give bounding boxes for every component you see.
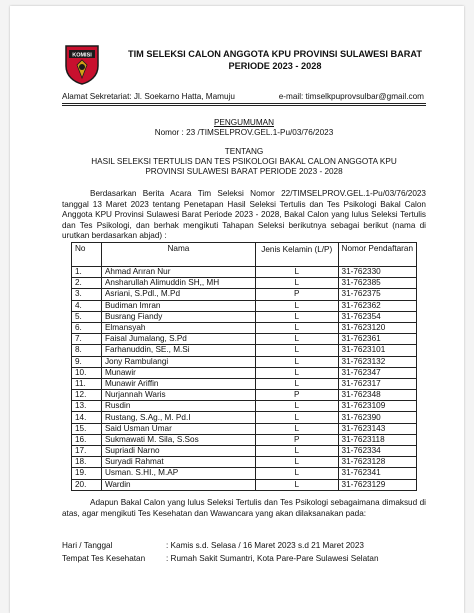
- table-row: [72, 267, 417, 278]
- cell-registration: 31-762347: [338, 367, 416, 378]
- table-row: [72, 345, 417, 356]
- cell-name: Sukmawati M. Sila, S.Sos: [101, 434, 255, 445]
- cell-gender: L: [255, 378, 338, 389]
- cell-name: Usman. S.HI., M.AP: [101, 468, 255, 479]
- cell-no: 3.: [72, 289, 102, 300]
- cell-registration: 31-762341: [338, 468, 416, 479]
- cell-name: Suryadi Rahmat: [101, 457, 255, 468]
- cell-name: Rusdin: [101, 401, 255, 412]
- title-line-1: TIM SELEKSI CALON ANGGOTA KPU PROVINSI SULAWESI BARAT: [127, 49, 422, 59]
- cell-no: 2.: [72, 278, 102, 289]
- cell-gender: L: [255, 401, 338, 412]
- cell-registration: 31-7623132: [338, 356, 416, 367]
- col-header-name: Nama: [101, 243, 255, 267]
- kpu-logo: [60, 42, 104, 86]
- table-row: [72, 446, 417, 457]
- subject-line-1: HASIL SELEKSI TERTULIS DAN TES PSIKOLOGI BAKAL CALON ANGGOTA KPU: [91, 157, 397, 166]
- cell-gender: L: [255, 356, 338, 367]
- cell-registration: 31-762354: [338, 311, 416, 322]
- address-line: [62, 92, 424, 101]
- table-row: [72, 401, 417, 412]
- cell-registration: 31-762330: [338, 267, 416, 278]
- table-row: [72, 311, 417, 322]
- table-row: [72, 457, 417, 468]
- cell-no: 15.: [72, 423, 102, 434]
- cell-gender: L: [255, 412, 338, 423]
- letterhead: [60, 36, 440, 92]
- letterhead-title: [110, 48, 440, 72]
- cell-name: Asriani, S.Pdl., M.Pd: [101, 289, 255, 300]
- cell-gender: L: [255, 423, 338, 434]
- table-row: [72, 423, 417, 434]
- table-header-row: [72, 243, 417, 267]
- cell-name: Wardin: [101, 479, 255, 490]
- cell-gender: L: [255, 457, 338, 468]
- cell-name: Supriadi Narno: [101, 446, 255, 457]
- closing-paragraph: Adapun Bakal Calon yang lulus Seleksi Tertulis dan Tes Psikologi sebagaimana dimaksud di atas, agar mengikuti Tes Kesehatan dan Wawancara yang akan dilaksanakan pada:: [62, 498, 426, 518]
- col-header-no: No: [72, 243, 102, 267]
- header-divider: [62, 103, 426, 104]
- cell-gender: P: [255, 289, 338, 300]
- email-address: e-mail: timselkpuprovsulbar@gmail.com: [278, 92, 424, 101]
- table-row: [72, 278, 417, 289]
- table-row: [72, 334, 417, 345]
- table-row: [72, 300, 417, 311]
- subject-line-2: PROVINSI SULAWESI BARAT PERIODE 2023 - 2028: [145, 167, 343, 176]
- table-row: [72, 289, 417, 300]
- document-page: [10, 6, 464, 613]
- cell-registration: 31-7623101: [338, 345, 416, 356]
- cell-name: Jony Rambulangi: [101, 356, 255, 367]
- cell-registration: 31-7623128: [338, 457, 416, 468]
- cell-registration: 31-762362: [338, 300, 416, 311]
- cell-name: Ahmad Arıran Nur: [101, 267, 255, 278]
- subject-title: [62, 157, 426, 177]
- cell-registration: 31-762348: [338, 390, 416, 401]
- cell-gender: L: [255, 334, 338, 345]
- secretariat-address: Alamat Sekretariat: Jl. Soekarno Hatta, Mamuju: [62, 92, 235, 101]
- table-row: [72, 367, 417, 378]
- cell-gender: L: [255, 300, 338, 311]
- cell-registration: 31-762334: [338, 446, 416, 457]
- cell-no: 4.: [72, 300, 102, 311]
- cell-no: 10.: [72, 367, 102, 378]
- cell-gender: P: [255, 390, 338, 401]
- cell-name: Busrang Fiandy: [101, 311, 255, 322]
- cell-no: 19.: [72, 468, 102, 479]
- cell-registration: 31-762317: [338, 378, 416, 389]
- place-label: Tempat Tes Kesehatan: [62, 554, 146, 563]
- cell-name: Said Usman Umar: [101, 423, 255, 434]
- cell-no: 14.: [72, 412, 102, 423]
- cell-no: 11.: [72, 378, 102, 389]
- cell-no: 20.: [72, 479, 102, 490]
- cell-name: Faisal Jumalang, S.Pd: [101, 334, 255, 345]
- table-row: [72, 479, 417, 490]
- date-label: Hari / Tanggal: [62, 541, 113, 550]
- table-row: [72, 434, 417, 445]
- cell-registration: 31-7623143: [338, 423, 416, 434]
- cell-name: Budiman Imran: [101, 300, 255, 311]
- title-line-2: PERIODE 2023 - 2028: [228, 61, 322, 71]
- candidate-table: [71, 242, 417, 491]
- cell-no: 1.: [72, 267, 102, 278]
- cell-gender: L: [255, 468, 338, 479]
- cell-no: 9.: [72, 356, 102, 367]
- cell-gender: L: [255, 446, 338, 457]
- header-divider-thin: [62, 105, 426, 106]
- cell-no: 13.: [72, 401, 102, 412]
- cell-no: 17.: [72, 446, 102, 457]
- cell-no: 6.: [72, 322, 102, 333]
- announcement-number: Nomor : 23 /TIMSELPROV.GEL.1-Pu/03/76/2023: [154, 128, 334, 137]
- cell-gender: L: [255, 367, 338, 378]
- cell-name: Munawir: [101, 367, 255, 378]
- table-row: [72, 412, 417, 423]
- cell-no: 7.: [72, 334, 102, 345]
- cell-registration: 31-762385: [338, 278, 416, 289]
- table-row: [72, 468, 417, 479]
- cell-registration: 31-762390: [338, 412, 416, 423]
- col-header-gender: Jenis Kelamin (L/P): [255, 243, 338, 267]
- place-value: : Rumah Sakit Sumantri, Kota Pare-Pare Sulawesi Selatan: [166, 554, 379, 563]
- subject-label: TENTANG: [224, 147, 264, 156]
- cell-gender: L: [255, 311, 338, 322]
- cell-name: Rustang, S.Ag., M. Pd.I: [101, 412, 255, 423]
- cell-no: 16.: [72, 434, 102, 445]
- cell-gender: P: [255, 434, 338, 445]
- cell-no: 18.: [72, 457, 102, 468]
- col-header-registration: Nomor Pendaftaran: [338, 243, 416, 267]
- table-row: [72, 322, 417, 333]
- cell-gender: L: [255, 267, 338, 278]
- logo-text: KOMISI: [72, 52, 92, 59]
- cell-registration: 31-7623109: [338, 401, 416, 412]
- cell-no: 5.: [72, 311, 102, 322]
- cell-registration: 31-7623120: [338, 322, 416, 333]
- announcement-heading: PENGUMUMAN: [213, 118, 275, 127]
- cell-name: Ansharullah Alimuddin SH,, MH: [101, 278, 255, 289]
- cell-gender: L: [255, 322, 338, 333]
- cell-no: 12.: [72, 390, 102, 401]
- cell-registration: 31-7623118: [338, 434, 416, 445]
- intro-paragraph: Berdasarkan Berita Acara Tim Seleksi Nomor 22/TIMSELPROV.GEL.1-Pu/03/76/2023 tanggal 13 Maret 2023 tentang Penetapan Hasil Seleksi Tertulis dan Tes Psikologi Bakal Calon Anggota KPU Provinsi Sulawesi Barat Periode 2023 - 2028, Bakal Calon yang lulus Seleksi Tertulis dan Tes Psikologi, dan berhak mengikuti Tahapan Seleksi berikutnya sebagai berikut (nama di urutkan berdasarkan abjad) :: [62, 189, 426, 240]
- cell-registration: 31-762375: [338, 289, 416, 300]
- cell-name: Munawir Ariffin: [101, 378, 255, 389]
- table-row: [72, 390, 417, 401]
- cell-gender: L: [255, 278, 338, 289]
- table-row: [72, 378, 417, 389]
- cell-name: Farhanuddin, SE., M.Si: [101, 345, 255, 356]
- schedule-date: [62, 541, 426, 552]
- cell-gender: L: [255, 479, 338, 490]
- schedule-place: [62, 554, 426, 565]
- cell-name: Nurjannah Waris: [101, 390, 255, 401]
- cell-registration: 31-762361: [338, 334, 416, 345]
- date-value: : Kamis s.d. Selasa / 16 Maret 2023 s.d 21 Maret 2023: [166, 541, 364, 550]
- cell-registration: 31-7623129: [338, 479, 416, 490]
- cell-name: Elmansyah: [101, 322, 255, 333]
- cell-gender: L: [255, 345, 338, 356]
- cell-no: 8.: [72, 345, 102, 356]
- table-row: [72, 356, 417, 367]
